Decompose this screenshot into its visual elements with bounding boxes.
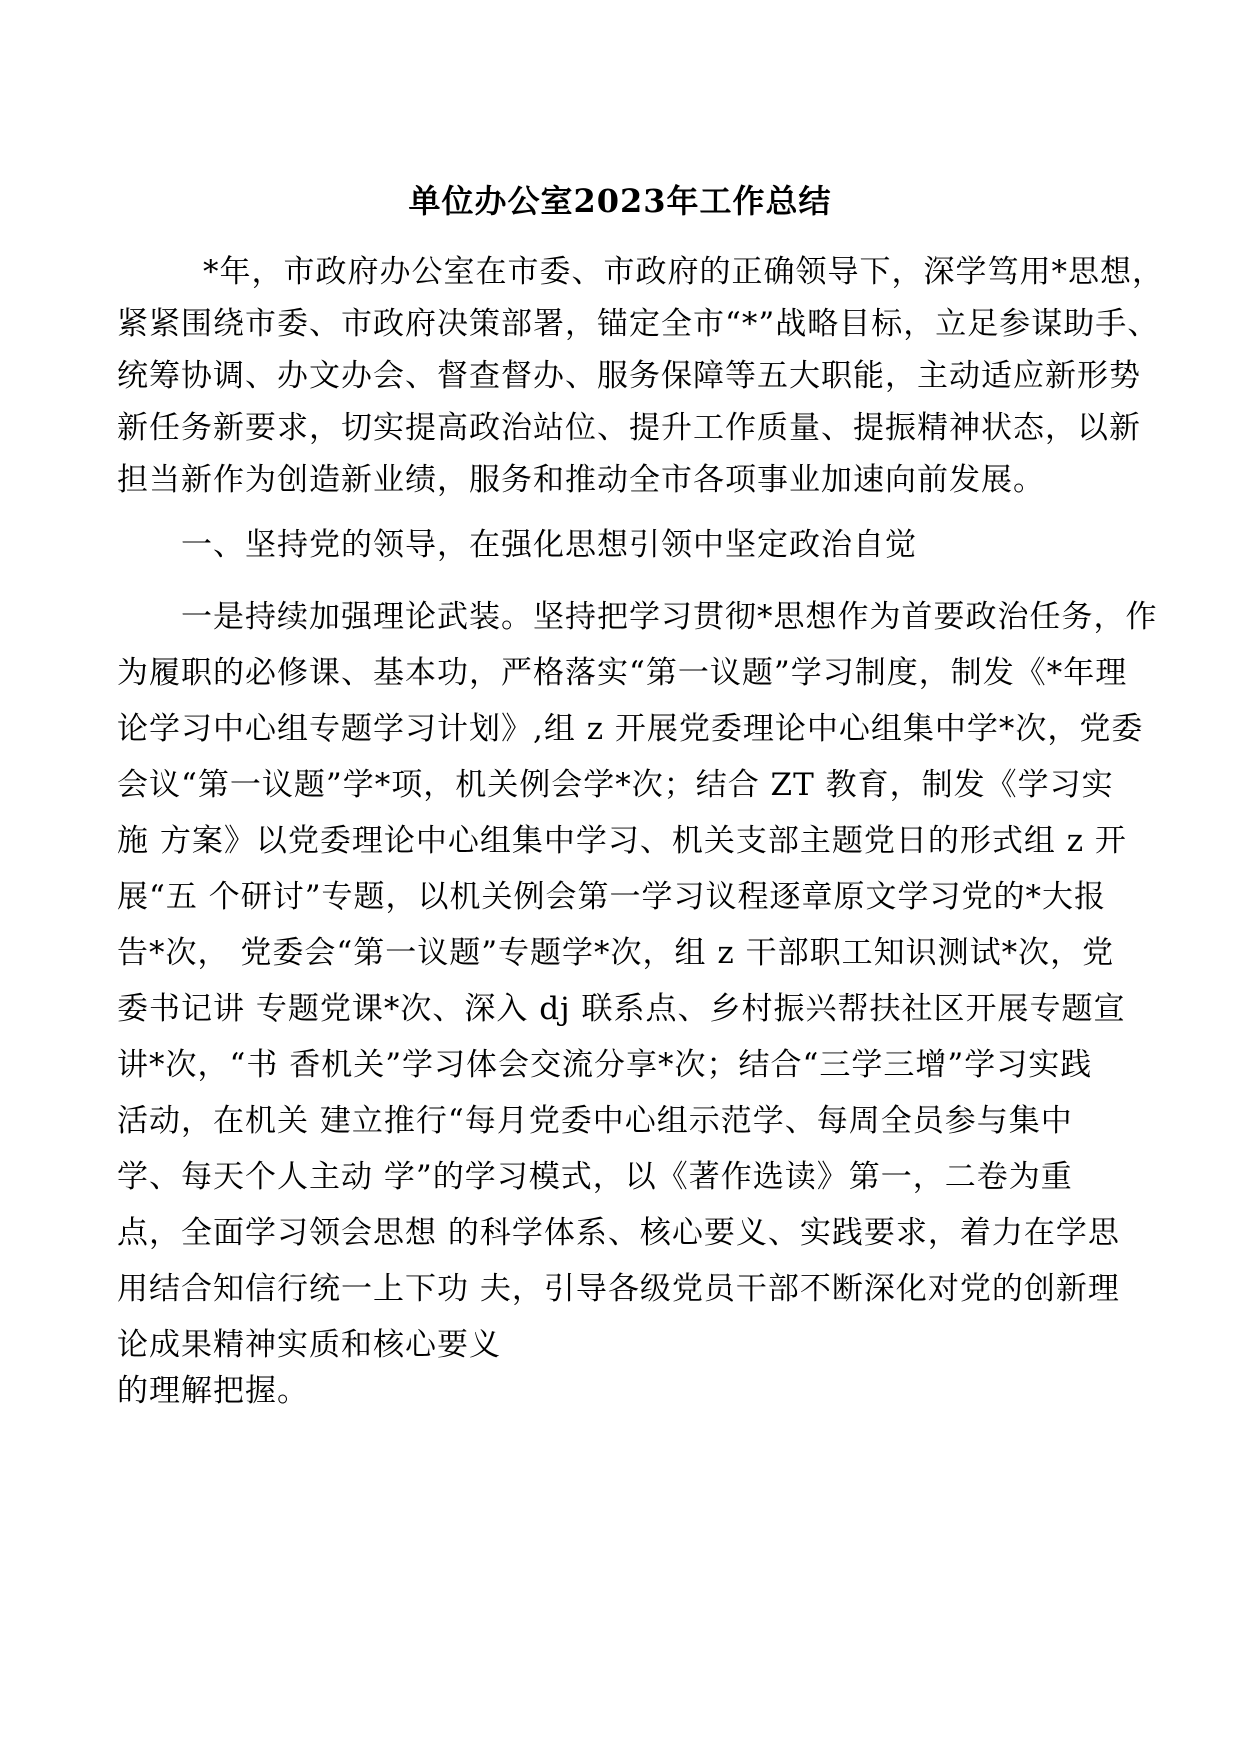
intro-line: 统筹协调、办文办会、督查督办、服务保障等五大职能，主动适应新形势 bbox=[117, 358, 1141, 394]
body-line: 论成果精神实质和核心要义 bbox=[117, 1327, 501, 1363]
body-line: 点，全面学习领会思想 的科学体系、核心要义、实践要求，着力在学思 bbox=[117, 1215, 1120, 1251]
body-line: 为履职的必修课、基本功，严格落实“第一议题”学习制度，制发《*年理 bbox=[117, 655, 1128, 691]
intro-line: 担当新作为创造新业绩，服务和推动全市各项事业加速向前发展。 bbox=[117, 462, 1045, 498]
document-title: 单位办公室2023年工作总结 bbox=[408, 182, 832, 220]
intro-line: 新任务新要求，切实提高政治站位、提升工作质量、提振精神状态，以新 bbox=[117, 410, 1141, 446]
section-heading: 一、坚持党的领导，在强化思想引领中坚定政治自觉 bbox=[181, 527, 917, 563]
body-line: 用结合知信行统一上下功 夫，引导各级党员干部不断深化对党的创新理 bbox=[117, 1271, 1120, 1307]
body-line: 施 方案》以党委理论中心组集中学习、机关支部主题党日的形式组 z 开 bbox=[117, 823, 1127, 859]
body-line: 一是持续加强理论武装。坚持把学习贯彻*思想作为首要政治任务，作 bbox=[181, 599, 1158, 635]
body-line: 委书记讲 专题党课*次、深入 dj 联系点、乡村振兴帮扶社区开展专题宣 bbox=[117, 991, 1126, 1027]
body-line: 讲*次，“书 香机关”学习体会交流分享*次；结合“三学三增”学习实践 bbox=[117, 1047, 1093, 1083]
body-line: 的理解把握。 bbox=[117, 1373, 309, 1409]
body-line: 展“五 个研讨”专题，以机关例会第一学习议程逐章原文学习党的*大报 bbox=[117, 879, 1107, 915]
intro-line: *年，市政府办公室在市委、市政府的正确领导下，深学笃用*思想， bbox=[203, 254, 1164, 290]
intro-line: 紧紧围绕市委、市政府决策部署，锚定全市“*”战略目标，立足参谋助手、 bbox=[117, 306, 1160, 342]
body-line: 活动，在机关 建立推行“每月党委中心组示范学、每周全员参与集中 bbox=[117, 1103, 1073, 1139]
body-line: 会议“第一议题”学*项，机关例会学*次；结合 ZT 教育，制发《学习实 bbox=[117, 767, 1114, 803]
body-line: 告*次， 党委会“第一议题”专题学*次，组 z 干部职工知识测试*次，党 bbox=[117, 935, 1115, 971]
body-line: 论学习中心组专题学习计划》,组 z 开展党委理论中心组集中学*次，党委 bbox=[117, 711, 1144, 747]
body-line: 学、每天个人主动 学”的学习模式，以《著作选读》第一，二卷为重 bbox=[117, 1159, 1073, 1195]
